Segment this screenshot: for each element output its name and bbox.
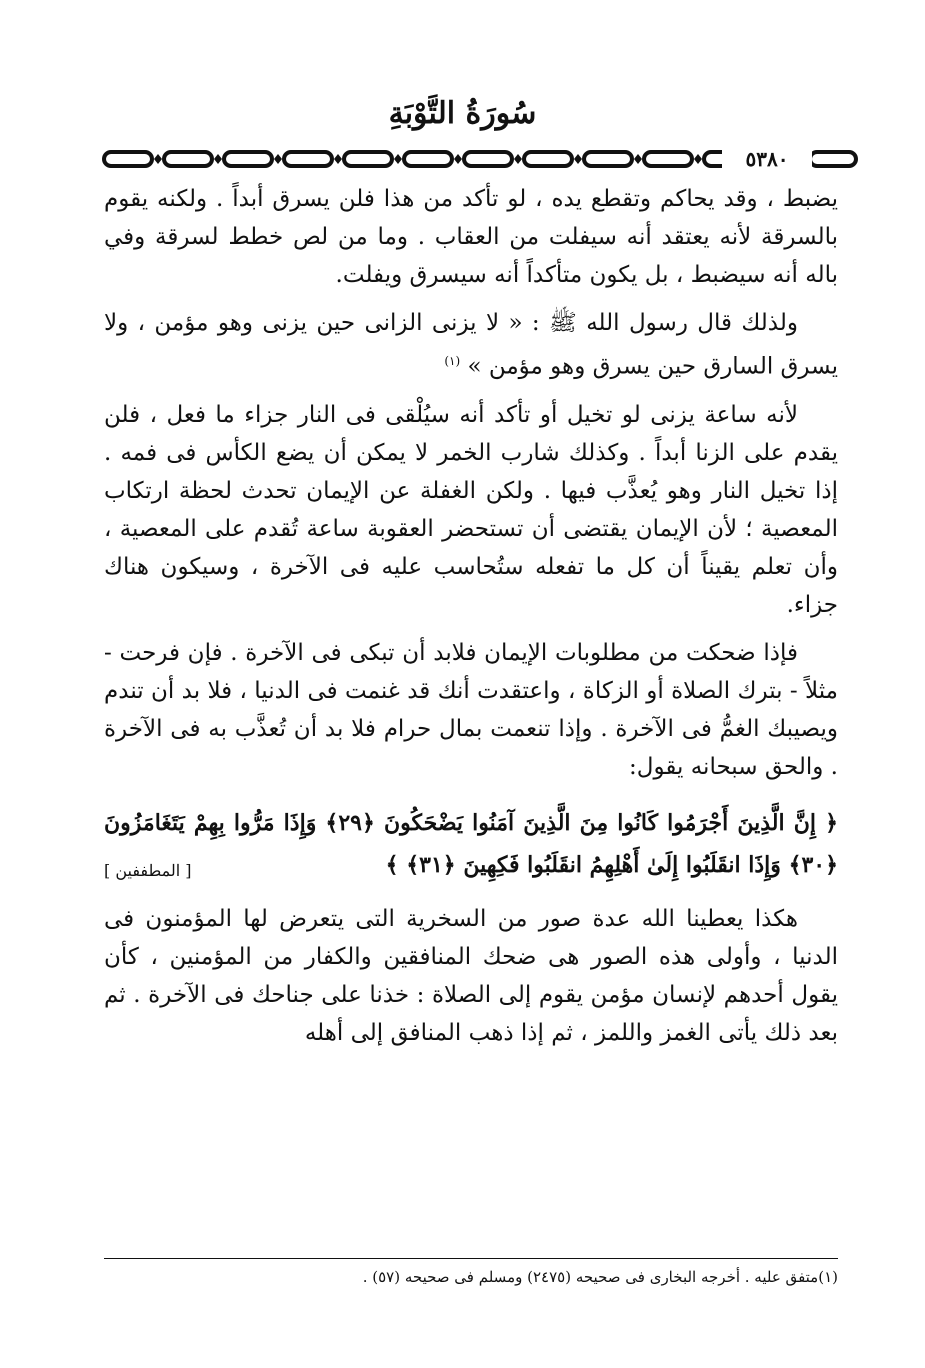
paragraph: ولذلك قال رسول الله ﷺ : « لا يزنى الزانى حين يزنى وهو مؤمن ، ولا يسرق السارق حين يسرق وهو مؤمن »	[104, 310, 838, 380]
paragraph: هكذا يعطينا الله عدة صور من السخرية التى يتعرض لها المؤمنون فى الدنيا ، وأولى هذه الصور هى ضحك المنافقين والكفار من المؤمنين ، كأن يقول أحدهم لإنسان مؤمن يقوم إلى الصلاة : خذنا على جناحك فى الآخرة . ثم بعد ذلك يأتى الغمز واللمز ، ثم إذا ذهب المنافق إلى أهله	[104, 905, 838, 1046]
footnote: (١)متفق عليه . أخرجه البخارى فى صحيحه (٢٤٧٥) ومسلم فى صحيحه (٥٧) .	[362, 1268, 838, 1286]
surah-title: سُورَةُ التَّوْبَةِ	[388, 96, 537, 131]
paragraph-hadith	[104, 304, 838, 386]
paragraph: يضبط ، وقد يحاكم وتقطع يده ، لو تأكد من هذا فلن يسرق أبداً . ولكنه يقوم بالسرقة لأنه يعتقد أنه سيفلت من العقاب . وما من لص خطط لسرقة وفي باله أنه سيضبط ، بل يكون متأكداً أنه سيسرق ويفلت.	[104, 186, 838, 288]
page-number: ٥٣٨٠	[722, 146, 812, 172]
quran-verse	[104, 802, 838, 886]
footnote-divider	[104, 1258, 838, 1259]
footnote-marker: (١)	[444, 354, 461, 368]
main-text	[104, 180, 838, 1062]
paragraph: لأنه ساعة يزنى لو تخيل أو تأكد أنه سيُلْقى فى النار جزاء ما فعل ، فلن يقدم على الزنا أبداً . وكذلك شارب الخمر لا يمكن أن يضع الكأس فى فمه . إذا تخيل النار وهو يُعذَّب فيها . ولكن الغفلة عن الإيمان تحدث لحظة ارتكاب المعصية ؛ لأن الإيمان يقتضى أن تستحضر العقوبة ساعة تُقدم على المعصية ، وأن تعلم يقيناً أن كل ما تفعله ستُحاسب عليه فى الآخرة ، وسيكون هناك جزاء.	[104, 401, 838, 618]
verse-text: ﴿ إِنَّ الَّذِينَ أَجْرَمُوا كَانُوا مِنَ الَّذِينَ آمَنُوا يَضْحَكُونَ ﴿٢٩﴾ وَإِذَا مَرُّوا بِهِمْ يَتَغَامَزُونَ ﴿٣٠﴾ وَإِذَا انقَلَبُوا إِلَىٰ أَهْلِهِمُ انقَلَبُوا فَكِهِينَ ﴿٣١﴾ ﴾	[104, 809, 838, 878]
verse-reference: [ المطففين ]	[104, 860, 192, 880]
paragraph: فإذا ضحكت من مطلوبات الإيمان فلابد أن تبكى فى الآخرة . فإن فرحت - مثلاً - بترك الصلاة أو الزكاة ، واعتقدت أنك قد غنمت فى الدنيا ، فلا بد أن تندم ويصيبك الغمُّ فى الآخرة . وإذا تنعمت بمال حرام فلا بد أن تُعذَّب به فى الآخرة . والحق سبحانه يقول:	[104, 639, 838, 780]
